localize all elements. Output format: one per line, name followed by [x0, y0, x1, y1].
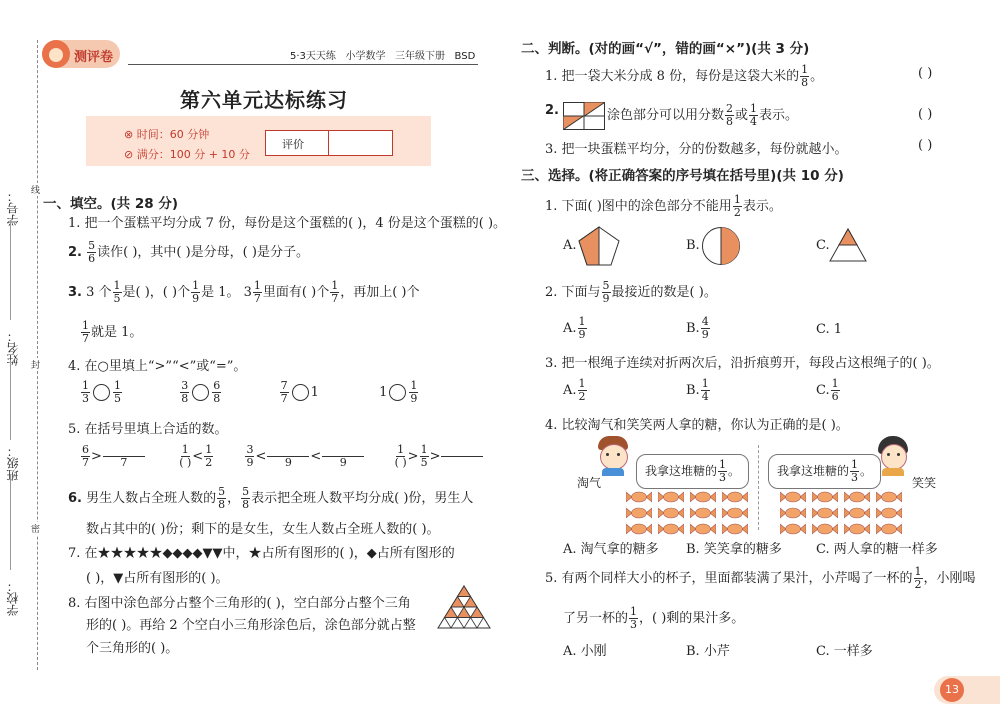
frac-1-3-d: $\frac{1}{3}$ [630, 605, 638, 631]
circle-figure [701, 226, 741, 266]
s1-q8-b: 形的( )。再给 2 个空白小三角形涂色后，涂色部分就占整 [86, 618, 416, 633]
frac-7-7: $\frac{7}{7}$ [280, 379, 288, 405]
opt-c-label: C. [816, 383, 830, 398]
s1-q6-b: ， [227, 491, 241, 506]
s3-q1-b: 表示。 [742, 199, 782, 214]
xiaoxiao-bubble: 我拿这堆糖的 $\frac{1}{3}$ 。 [768, 454, 881, 489]
frac-1-3-b: $\frac{1}{3}$ [719, 458, 727, 484]
frac-6-8: $\frac{6}{8}$ [213, 379, 221, 405]
s3-q2-opt-a[interactable] [563, 316, 588, 341]
s1-q3-three: 3 [243, 285, 252, 300]
compare-circle[interactable] [192, 384, 209, 401]
candy-icon [876, 520, 902, 539]
s3-q5-opt-a[interactable]: A. 小刚 [563, 644, 607, 659]
frac-3-9: $\frac{3}{9}$ [246, 443, 254, 469]
s3-q4-opt-c[interactable]: C. 两人拿的糖一样多 [816, 542, 938, 557]
frac-5-6: $\frac{5}{6}$ [88, 239, 96, 265]
frac-1-2-b: $\frac{1}{2}$ [733, 193, 741, 219]
s3-q4: 4. 比较淘气和笑笑两人拿的糖，你认为正确的是( )。 [545, 418, 849, 433]
frac-1-7: $\frac{1}{7}$ [331, 279, 339, 305]
s2-q3-answer[interactable]: ( ) [918, 138, 933, 153]
taoqi-label: 淘气 [577, 476, 602, 490]
frac-4-9: $\frac{4}{9}$ [701, 315, 709, 341]
frac-1-3-c: $\frac{1}{3}$ [851, 458, 859, 484]
s3-q5-d: ，( )剩的果汁多。 [639, 611, 745, 626]
s2-q2-answer[interactable]: ( ) [918, 107, 933, 122]
s3-q3-opt-b[interactable] [686, 378, 711, 403]
s3-q1-opt-b[interactable]: B. [686, 238, 700, 253]
s1-q6-cont: 数占其中的( )份；剩下的是女生，女生人数占全班人数的( )。 [86, 522, 440, 537]
compare-circle[interactable] [93, 384, 110, 401]
frac-1-9-b: $\frac{1}{9}$ [410, 379, 418, 405]
s2-q2-text [607, 103, 798, 128]
s2-q3: 3. 把一块蛋糕平均分，分的份数越多，每份就越小。 [545, 142, 848, 157]
header-subject: 小学数学 [345, 51, 386, 62]
section1-heading: 一、填空。(共 28 分) [43, 196, 179, 212]
s3-q3-opt-a[interactable] [563, 378, 588, 403]
s3-q2-b: 最接近的数是( )。 [611, 285, 717, 300]
triangle-option-figure [829, 228, 867, 262]
s1-q3-cont [80, 320, 142, 345]
s2-q2-num: 2. [545, 103, 559, 118]
clock-icon: ⊗ [124, 128, 134, 141]
candy-icon [658, 520, 684, 539]
s3-q2-a: 2. 下面与 [545, 285, 601, 300]
field-line-number [10, 220, 11, 320]
candy-icon [722, 520, 748, 539]
s3-q1-a: 1. 下面( )图中的涂色部分不能用 [545, 199, 732, 214]
opt-c-label: C. [816, 322, 830, 337]
s1-q6-c: 表示把全班人数平均分成( )份，男生人 [251, 491, 474, 506]
taoqi-bubble: 我拿这堆糖的 $\frac{1}{3}$ 。 [636, 454, 749, 489]
field-line-name [10, 360, 11, 440]
s3-q5-cont [563, 606, 744, 631]
s3-q1 [545, 194, 782, 219]
s2-q2 [545, 103, 559, 118]
field-line-class [10, 475, 11, 570]
opt-b-label: B. [686, 321, 700, 336]
s1-q3-num: 3. [68, 285, 82, 300]
header-grade: 三年级下册 [395, 51, 445, 62]
s1-q8-a: 8. 右图中涂色部分占整个三角形的( )，空白部分占整个三角 [68, 596, 411, 611]
candy-icon [812, 520, 838, 539]
s3-q5-opt-c[interactable]: C. 一样多 [816, 644, 873, 659]
s3-q1-opt-a[interactable]: A. [563, 238, 577, 253]
s1-q3 [68, 280, 419, 305]
s1-q6-num: 6. [68, 491, 82, 506]
compare-circle[interactable] [292, 384, 309, 401]
eval-label: 评价 [282, 138, 304, 151]
eval-box [265, 130, 393, 156]
seal-text-3: 密 [31, 522, 40, 535]
frac-1-9-c: $\frac{1}{9}$ [578, 315, 586, 341]
frac-1-3: $\frac{1}{3}$ [82, 379, 89, 405]
s2-q1-a: 1. 把一袋大米分成 8 份，每份是这袋大米的 [545, 69, 800, 84]
s3-q4-opt-a[interactable]: A. 淘气拿的糖多 [563, 542, 659, 557]
candy-icon [626, 520, 652, 539]
info-time [124, 126, 209, 142]
candy-icon [780, 520, 806, 539]
header-edition: BSD [454, 51, 476, 62]
s2-q2-a: 涂色部分可以用分数 [607, 108, 725, 123]
frac-1-4: $\frac{1}{4}$ [750, 102, 758, 128]
frac-1-7-b: $\frac{1}{7}$ [82, 319, 89, 345]
s1-q2-text: 读作( )，其中( )是分母，( )是分子。 [97, 245, 309, 260]
s2-q1-answer[interactable]: ( ) [918, 66, 933, 81]
frac-1-paren-b[interactable]: $\frac{1}{( )}$ [394, 443, 407, 469]
candy-icon [690, 520, 716, 539]
s1-q2-num: 2. [68, 245, 82, 260]
page-title: 第六单元达标练习 [180, 88, 348, 112]
s1-q1: 1. 把一个蛋糕平均分成 7 份，每份是这个蛋糕的( )，4 份是这个蛋糕的( )。 [68, 216, 507, 231]
seal-text-1: 线 [31, 183, 40, 196]
frac-1-4-b: $\frac{1}{4}$ [701, 377, 709, 403]
frac-1-2-c: $\frac{1}{2}$ [578, 377, 586, 403]
opt-a-label: A. [563, 321, 577, 336]
badge-avatar-face [49, 48, 63, 62]
taoqi-bubble-text: 我拿这堆糖的 [645, 464, 718, 478]
compare-one-b: 1 [379, 385, 388, 400]
s1-q4-items [80, 380, 419, 405]
binding-line [37, 40, 38, 670]
xiaoxiao-bubble-text: 我拿这堆糖的 [777, 464, 850, 478]
compare-circle[interactable] [389, 384, 406, 401]
candy-icon [844, 520, 870, 539]
badge-label: 测评卷 [74, 50, 114, 65]
frac-1-2: $\frac{1}{2}$ [205, 443, 213, 469]
frac-blank-free[interactable] [441, 444, 483, 469]
s1-q3-a: 3 个 [86, 285, 112, 300]
s1-q2 [68, 240, 309, 265]
frac-1-5: $\frac{1}{5}$ [113, 279, 121, 305]
s2-q2-b: 或 [735, 108, 749, 123]
header-series [290, 47, 475, 62]
s3-q5-opt-b[interactable]: B. 小芹 [686, 644, 730, 659]
xiaoxiao-avatar [876, 436, 910, 474]
s2-q1-b: 。 [810, 69, 824, 84]
s1-q7-cont: ( )，▼占所有图形的( )。 [86, 571, 229, 586]
frac-1-5-b: $\frac{1}{5}$ [114, 379, 121, 405]
frac-5-9: $\frac{5}{9}$ [602, 279, 610, 305]
s3-q5 [545, 566, 976, 591]
s3-q2-opt-c[interactable] [816, 322, 842, 337]
xiaoxiao-label: 笑笑 [912, 476, 937, 490]
frac-3-7-denom: $\frac{1}{7}$ [253, 279, 261, 305]
s3-q2-opt-b[interactable] [686, 316, 711, 341]
eval-divider [328, 131, 329, 155]
taoqi-avatar [596, 436, 630, 474]
s1-q5-items: $\frac{6}{7}$ > 7 $\frac{1}{( )}$ < $\frac{1}{2}$ $\frac{3}{9}$ < 9 < 9 $\frac{1}{( )}$ > $\frac{1}{5}$ > [80, 444, 484, 469]
frac-1-paren[interactable]: $\frac{1}{( )}$ [179, 443, 192, 469]
label-school: 学校： [6, 580, 20, 616]
opt-b-label: B. [686, 383, 700, 398]
frac-1-6: $\frac{1}{6}$ [831, 377, 839, 403]
opt-c-one: 1 [833, 322, 843, 337]
frac-6-7: $\frac{6}{7}$ [82, 443, 89, 469]
frac-1-5-c: $\frac{1}{5}$ [420, 443, 428, 469]
frac-blank-9-a[interactable]: 9 [267, 444, 309, 469]
s3-q5-b: ，小刚喝 [923, 571, 976, 586]
label-number: 学号： [6, 190, 20, 226]
compare-one: 1 [310, 385, 319, 400]
info-score-text: 满分：100 分 + 10 分 [136, 148, 250, 161]
s3-q1-opt-c[interactable]: C. [816, 238, 830, 253]
s2-q1 [545, 64, 823, 89]
s1-q3-c: 是 1。 [201, 285, 240, 300]
s3-q3-opt-c[interactable] [816, 378, 841, 403]
frac-1-8: $\frac{1}{8}$ [801, 63, 809, 89]
label-class: 班级： [6, 445, 20, 481]
info-time-text: 时间：60 分钟 [136, 128, 210, 141]
frac-2-8: $\frac{2}{8}$ [726, 102, 734, 128]
label-name: 姓名： [6, 330, 20, 366]
check-icon: ⊘ [124, 148, 134, 161]
s1-q5: 5. 在括号里填上合适的数。 [68, 422, 228, 437]
frac-blank-9-b[interactable]: 9 [322, 444, 364, 469]
triangle-figure [436, 584, 492, 630]
s1-q8-c: 个三角形的( )。 [86, 641, 179, 656]
s3-q4-opt-b[interactable]: B. 笑笑拿的糖多 [686, 542, 782, 557]
rect-figure [563, 102, 605, 130]
frac-5-8-b: $\frac{5}{8}$ [242, 485, 250, 511]
section2-heading: 二、判断。(对的画“√”，错的画“×”)(共 3 分) [521, 41, 810, 57]
frac-blank-7[interactable]: 7 [103, 444, 145, 469]
s1-q6-a: 男生人数占全班人数的 [86, 491, 217, 506]
s2-q2-c: 表示。 [759, 108, 799, 123]
section3-heading: 三、选择。(将正确答案的序号填在括号里)(共 10 分) [521, 168, 844, 184]
header-rule [128, 64, 478, 65]
header-series-text: 5·3天天练 [290, 51, 336, 62]
s3-q2 [545, 280, 717, 305]
s1-q6 [68, 486, 473, 511]
s1-q3-e: ，再加上( )个 [340, 285, 420, 300]
frac-5-8: $\frac{5}{8}$ [218, 485, 226, 511]
divider-dashed [758, 445, 759, 530]
s1-q3-f: 就是 1。 [91, 325, 143, 340]
frac-1-2-d: $\frac{1}{2}$ [914, 565, 922, 591]
frac-3-8: $\frac{3}{8}$ [181, 379, 189, 405]
s1-q3-d: 里面有( )个 [262, 285, 330, 300]
opt-a-label: A. [563, 383, 577, 398]
s1-q4: 4. 在○里填上“>”“<”或“=”。 [68, 359, 247, 374]
seal-text-2: 封 [31, 358, 40, 371]
s1-q7: 7. 在★★★★★◆◆◆◆▼▼中，★占所有图形的( )，◆占所有图形的 [68, 546, 455, 561]
s3-q3: 3. 把一根绳子连续对折两次后，沿折痕剪开，每段占这根绳子的( )。 [545, 356, 940, 371]
s3-q5-a: 5. 有两个同样大小的杯子，里面都装满了果汁，小芹喝了一杯的 [545, 571, 913, 586]
frac-1-9: $\frac{1}{9}$ [192, 279, 200, 305]
info-score [124, 146, 250, 162]
page-number: 13 [940, 678, 964, 702]
s3-q5-c: 了另一杯的 [563, 611, 629, 626]
s1-q3-b: 是( )，( )个 [122, 285, 191, 300]
pentagon-figure [578, 226, 620, 266]
